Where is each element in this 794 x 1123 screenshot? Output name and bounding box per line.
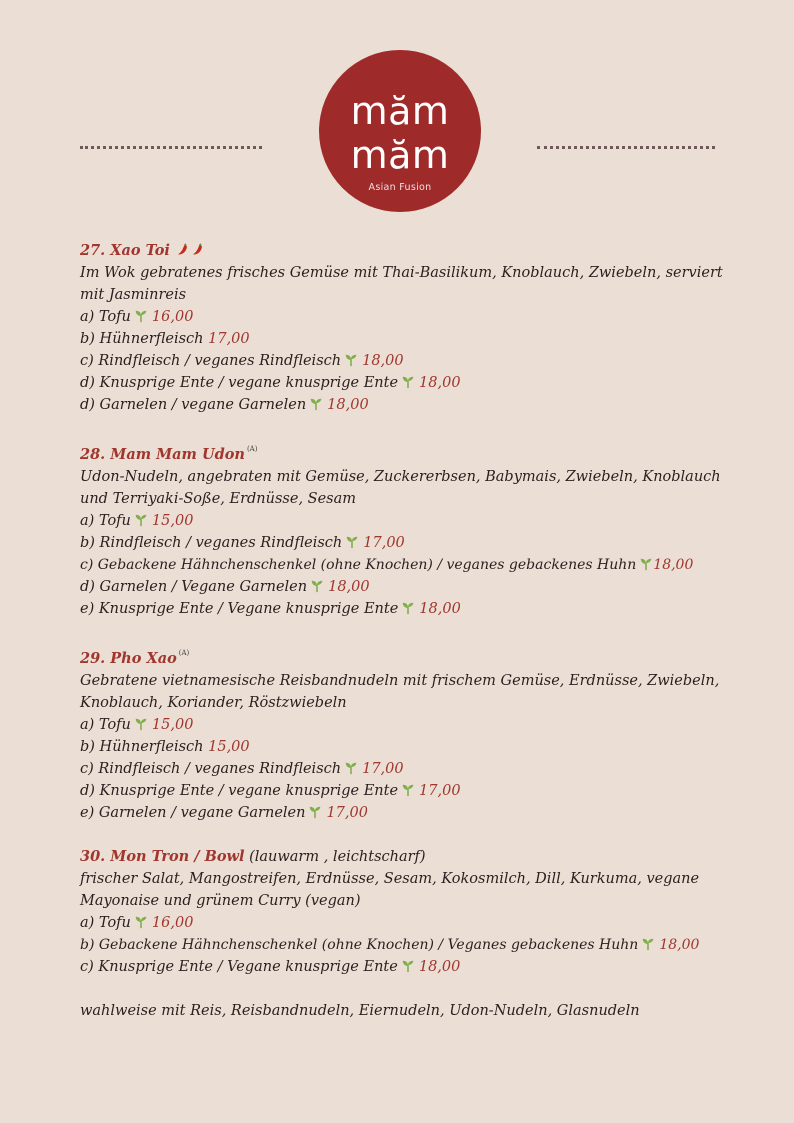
option-price: 16,00: [151, 915, 194, 931]
dish-option: [80, 956, 750, 978]
dish-description: Im Wok gebratenes frisches Gemüse mit Thai-Basilikum, Knoblauch, Zwiebeln, serviert mit Jasminreis: [80, 265, 723, 303]
dish-option: [80, 350, 750, 372]
dish-title: 27. Xao Toi: [80, 242, 170, 259]
option-price: 15,00: [208, 739, 250, 755]
dish-option: [80, 802, 750, 824]
logo-tagline: Asian Fusion: [368, 182, 432, 193]
option-label: b) Hühnerfleisch: [80, 739, 204, 755]
dish-heading: [80, 846, 750, 868]
option-price: 18,00: [327, 397, 369, 413]
dish-option: [80, 598, 750, 620]
dish-option: [80, 306, 750, 328]
option-price: 18,00: [328, 579, 370, 595]
dish-option: [80, 912, 750, 934]
sprout-icon: [401, 959, 415, 973]
sprout-icon: [401, 783, 415, 797]
option-label: d) Garnelen / Vegane Garnelen: [80, 579, 308, 595]
logo-line-2: măm: [350, 133, 450, 177]
option-label: c) Rindfleisch / veganes Rindfleisch: [80, 353, 342, 369]
footer-note: wahlweise mit Reis, Reisbandnudeln, Eiernudeln, Udon-Nudeln, Glasnudeln: [80, 1003, 640, 1019]
sprout-icon: [134, 513, 148, 527]
option-label: d) Knusprige Ente / vegane knusprige Ente: [80, 783, 399, 799]
dish-note: (lauwarm , leichtscharf): [249, 849, 426, 865]
dish-option: [80, 328, 750, 350]
dish-option: [80, 510, 750, 532]
sprout-icon: [641, 937, 655, 951]
dish-option: [80, 372, 750, 394]
sprout-icon: [309, 397, 323, 411]
option-price: 17,00: [208, 331, 250, 347]
option-label: b) Gebackene Hähnchenschenkel (ohne Knochen) / Veganes gebackenes Huhn: [80, 937, 639, 953]
dish-title: 28. Mam Mam Udon: [80, 446, 245, 463]
menu-content: [80, 240, 750, 1022]
sprout-icon: [134, 915, 148, 929]
option-price: 18,00: [659, 937, 700, 953]
option-label: a) Tofu: [80, 513, 131, 529]
option-label: a) Tofu: [80, 309, 131, 325]
dish-option: [80, 736, 750, 758]
menu-section-29: [80, 642, 750, 824]
decorative-divider-right: [537, 146, 715, 149]
chili-icon: [190, 243, 205, 257]
sprout-icon: [310, 579, 324, 593]
option-label: a) Tofu: [80, 717, 131, 733]
option-price: 18,00: [419, 601, 461, 617]
option-price: 15,00: [151, 717, 194, 733]
option-label: e) Knusprige Ente / Vegane knusprige Ente: [80, 601, 399, 617]
dish-option: [80, 576, 750, 598]
option-price: 16,00: [151, 309, 194, 325]
dish-heading: [80, 642, 750, 670]
decorative-divider-left: [80, 146, 262, 149]
dish-option: [80, 934, 750, 956]
option-label: a) Tofu: [80, 915, 131, 931]
sprout-icon: [134, 717, 148, 731]
dish-option: [80, 714, 750, 736]
option-price: 17,00: [363, 535, 405, 551]
option-price: 17,00: [362, 761, 404, 777]
dish-description: Udon-Nudeln, angebraten mit Gemüse, Zuckererbsen, Babymais, Zwiebeln, Knoblauch und Terriyaki-Soße, Erdnüsse, Sesam: [80, 469, 721, 507]
option-label: b) Hühnerfleisch: [80, 331, 204, 347]
option-label: c) Gebackene Hähnchenschenkel (ohne Knochen) / veganes gebackenes Huhn: [80, 557, 637, 573]
sprout-icon: [345, 535, 359, 549]
option-price: 15,00: [151, 513, 194, 529]
dish-option: [80, 554, 750, 576]
menu-section-28: [80, 438, 750, 620]
dish-heading: [80, 438, 750, 466]
allergen-mark: (A): [178, 649, 190, 657]
sprout-icon: [344, 353, 358, 367]
option-label: d) Knusprige Ente / vegane knusprige Ente: [80, 375, 399, 391]
option-label: e) Garnelen / vegane Garnelen: [80, 805, 306, 821]
allergen-mark: (A): [246, 445, 258, 453]
sprout-icon: [308, 805, 322, 819]
chili-icon: [175, 243, 190, 257]
option-label: b) Rindfleisch / veganes Rindfleisch: [80, 535, 343, 551]
dish-option: [80, 758, 750, 780]
dish-option: [80, 394, 750, 416]
restaurant-logo: [319, 50, 481, 212]
dish-option: [80, 532, 750, 554]
dish-heading: [80, 240, 750, 262]
sprout-icon: [639, 557, 653, 571]
option-price: 17,00: [419, 783, 461, 799]
option-label: d) Garnelen / vegane Garnelen: [80, 397, 307, 413]
sprout-icon: [344, 761, 358, 775]
dish-description: Gebratene vietnamesische Reisbandnudeln mit frischem Gemüse, Erdnüsse, Zwiebeln, Knoblauch, Koriander, Röstzwiebeln: [80, 673, 720, 711]
sprout-icon: [401, 375, 415, 389]
dish-description: frischer Salat, Mangostreifen, Erdnüsse, Sesam, Kokosmilch, Dill, Kurkuma, vegane Mayonaise und grünem Curry (vegan): [80, 871, 700, 909]
menu-section-27: [80, 240, 750, 416]
sprout-icon: [401, 601, 415, 615]
logo-line-1: măm: [350, 89, 450, 133]
sprout-icon: [134, 309, 148, 323]
option-price: 18,00: [653, 557, 694, 573]
option-label: c) Rindfleisch / veganes Rindfleisch: [80, 761, 342, 777]
dish-title: 30. Mon Tron / Bowl: [80, 848, 245, 865]
option-price: 18,00: [362, 353, 404, 369]
menu-section-30: [80, 846, 750, 978]
option-label: c) Knusprige Ente / Vegane knusprige Ente: [80, 959, 398, 975]
option-price: 18,00: [419, 375, 461, 391]
dish-option: [80, 780, 750, 802]
option-price: 18,00: [418, 959, 461, 975]
option-price: 17,00: [326, 805, 368, 821]
dish-title: 29. Pho Xao: [80, 650, 177, 667]
